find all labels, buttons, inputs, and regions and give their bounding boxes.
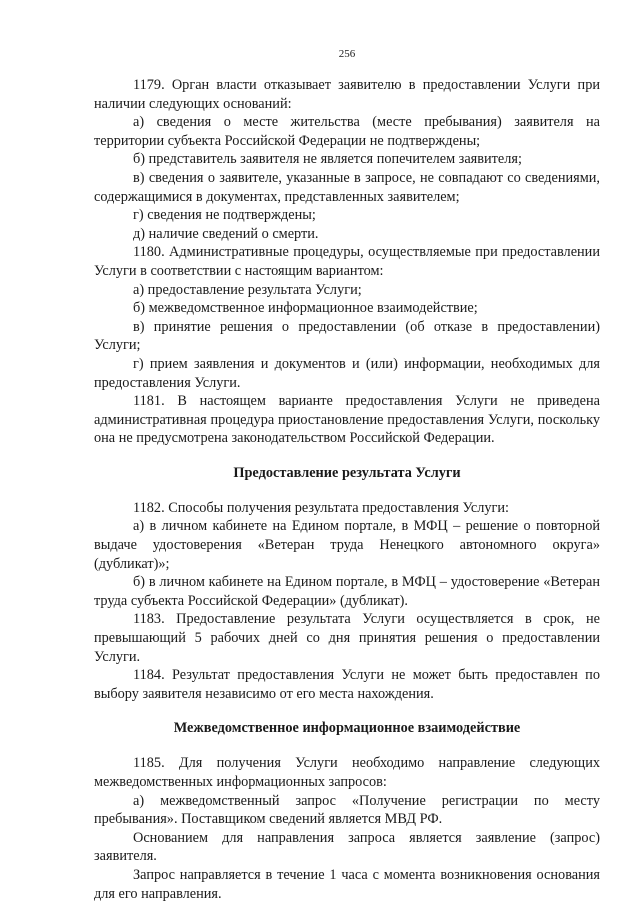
page-number: 256: [338, 48, 356, 60]
paragraph-1185-basis: Основанием для направления запроса является заявление (запрос) заявителя.: [94, 829, 600, 865]
paragraph-1185-a: а) межведомственный запрос «Получение регистрации по месту пребывания». Поставщиком сведений является МВД РФ.: [94, 792, 600, 828]
paragraph-1183: 1183. Предоставление результата Услуги осуществляется в срок, не превышающий 5 рабочих дней со дня принятия решения о предоставлении Услуги.: [94, 611, 600, 665]
paragraph-1180: 1180. Административные процедуры, осуществляемые при предоставлении Услуги в соответствии с настоящим вариантом:: [94, 244, 600, 279]
paragraph-1181: 1181. В настоящем варианте предоставления Услуги не приведена административная процедура приостановление предоставления Услуги, поскольку она не предусмотрена законодательством Российской Федерации.: [94, 393, 600, 447]
paragraph-1184: 1184. Результат предоставления Услуги не может быть предоставлен по выбору заявителя независимо от его места нахождения.: [94, 667, 600, 702]
section-heading-interagency: Межведомственное информационное взаимодействие: [173, 720, 521, 737]
paragraph-1179-a: а) сведения о месте жительства (месте пребывания) заявителя на территории субъекта Российской Федерации не подтверждены;: [94, 114, 600, 149]
paragraph-1179: 1179. Орган власти отказывает заявителю в предоставлении Услуги при наличии следующих оснований:: [94, 77, 600, 112]
paragraph-1180-a: а) предоставление результата Услуги;: [133, 281, 362, 298]
paragraph-1180-v: в) принятие решения о предоставлении (об отказе в предоставлении) Услуги;: [94, 318, 600, 354]
paragraph-1180-g: г) прием заявления и документов и (или) информации, необходимых для предоставления Услуги.: [94, 355, 600, 391]
paragraph-1179-b: б) представитель заявителя не является попечителем заявителя;: [133, 151, 522, 168]
paragraph-1179-d: д) наличие сведений о смерти.: [133, 225, 319, 242]
paragraph-1185: 1185. Для получения Услуги необходимо направление следующих межведомственных информационных запросов:: [94, 755, 600, 790]
section-heading-result: Предоставление результата Услуги: [233, 464, 461, 481]
paragraph-1182-a: а) в личном кабинете на Едином портале, в МФЦ – решение о повторной выдаче удостоверения «Ветеран труда Ненецкого автономного округа» (дубликат)»;: [94, 518, 600, 572]
paragraph-1182-b: б) в личном кабинете на Едином портале, в МФЦ – удостоверение «Ветеран труда субъекта Российской Федерации» (дубликат).: [94, 574, 600, 609]
paragraph-1179-g: г) сведения не подтверждены;: [133, 207, 316, 224]
paragraph-1185-timing: Запрос направляется в течение 1 часа с момента возникновения основания для его направления.: [94, 866, 600, 902]
paragraph-1179-v: в) сведения о заявителе, указанные в запросе, не совпадают со сведениями, содержащимися в документах, представленных заявителем;: [94, 169, 600, 205]
paragraph-1180-b: б) межведомственное информационное взаимодействие;: [133, 300, 478, 317]
document-body: [94, 76, 600, 903]
paragraph-1182: 1182. Способы получения результата предоставления Услуги:: [133, 499, 509, 516]
